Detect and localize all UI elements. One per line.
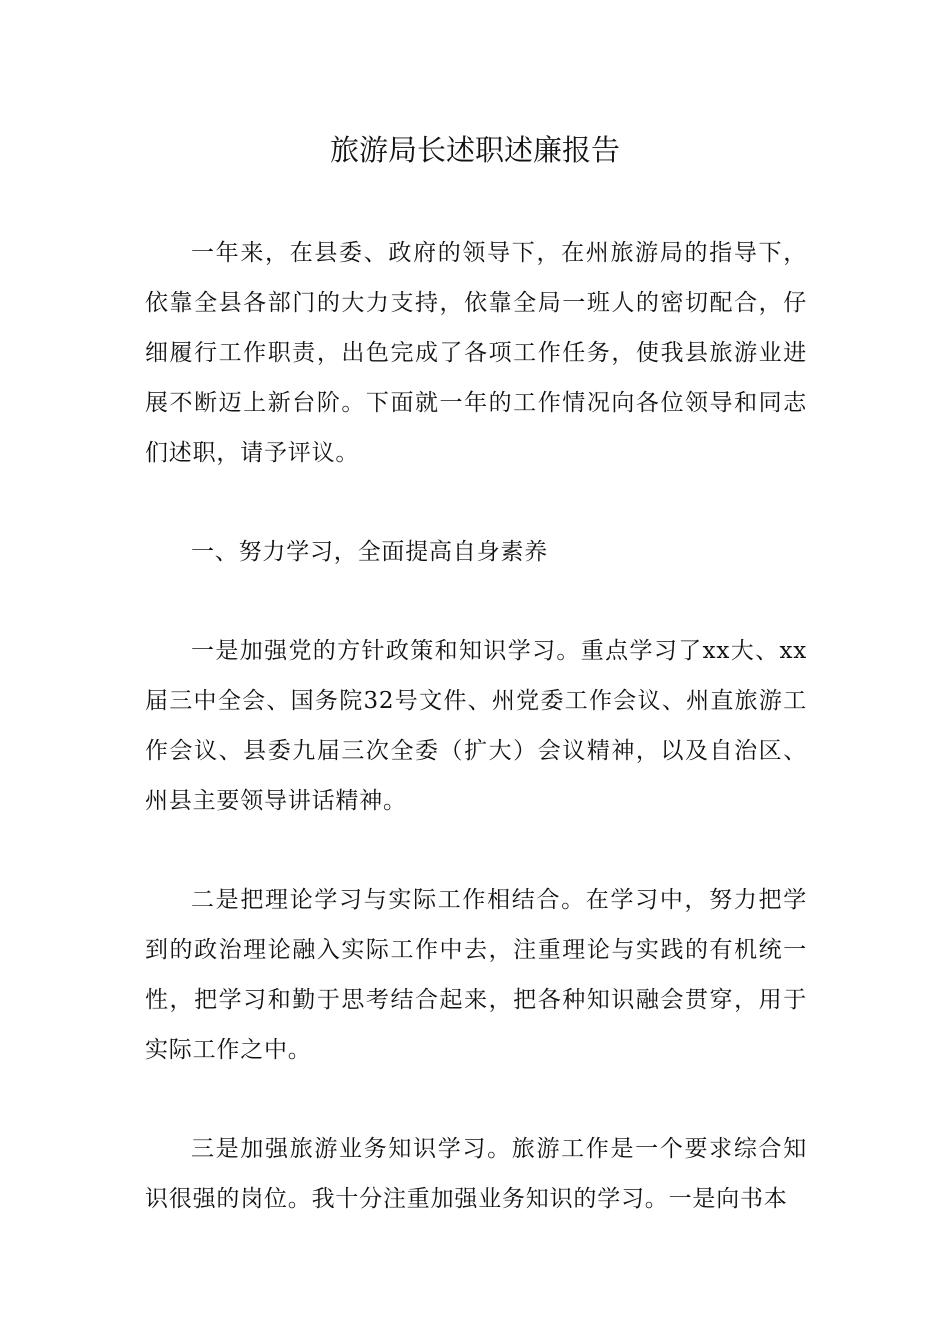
paragraph-study-policy: 一是加强党的方针政策和知识学习。重点学习了xx大、xx届三中全会、国务院32号文件、州党委工作会议、州直旅游工作会议、县委九届三次全委（扩大）会议精神，以及自治区、州县主要领导讲话精神。: [145, 638, 807, 814]
document-body: [145, 228, 807, 1224]
paragraph-tourism-knowledge: 三是加强旅游业务知识学习。旅游工作是一个要求综合知识很强的岗位。我十分注重加强业务知识的学习。一是向书本: [145, 1136, 807, 1212]
paragraph-intro: 一年来，在县委、政府的领导下，在州旅游局的指导下，依靠全县各部门的大力支持，依靠全局一班人的密切配合，仔细履行工作职责，出色完成了各项工作任务，使我县旅游业进展不断迈上新台阶。下面就一年的工作情况向各位领导和同志们述职，请予评议。: [145, 240, 807, 466]
document-title: 旅游局长述职述廉报告: [329, 133, 620, 167]
section-heading-1: 一、努力学习，全面提高自身素养: [191, 539, 548, 565]
paragraph-theory-practice: 二是把理论学习与实际工作相结合。在学习中，努力把学到的政治理论融入实际工作中去，注重理论与实践的有机统一性，把学习和勤于思考结合起来，把各种知识融会贯穿，用于实际工作之中。: [145, 887, 807, 1063]
